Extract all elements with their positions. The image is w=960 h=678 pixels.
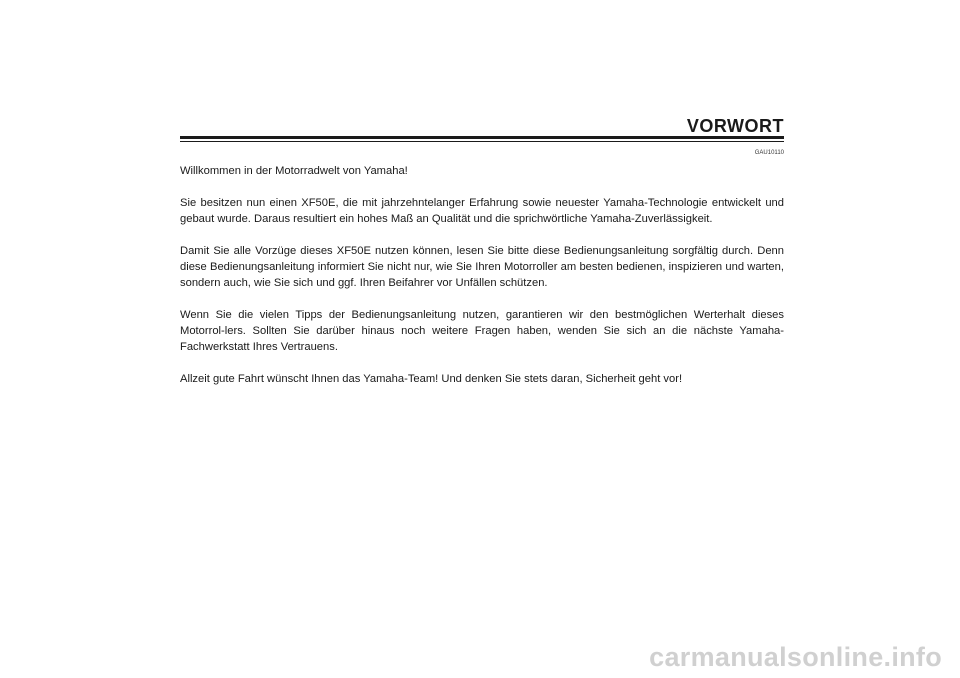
title-rule-thin (180, 141, 784, 142)
watermark: carmanualsonline.info (649, 642, 942, 672)
paragraph-closing: Allzeit gute Fahrt wünscht Ihnen das Yamaha-Team! Und denken Sie stets daran, Sicherheit geht vor! (180, 373, 683, 385)
paragraph-tips: Wenn Sie die vielen Tipps der Bedienungsanleitung nutzen, garantieren wir den bestmöglichen Werterhalt dieses Motorrol-lers. Sollten Sie darüber hinaus noch weitere Fragen haben, wenden Sie sich an die nächste Yamaha-Fachwerkstatt Ihres Vertrauens. (180, 309, 784, 353)
paragraph-intro: Sie besitzen nun einen XF50E, die mit jahrzehntelanger Erfahrung sowie neuester Yamaha-Technologie entwickelt und gebaut wurde. Daraus resultiert ein hohes Maß an Qualität und die sprichwörtliche Yamaha-Zuverlässigkeit. (180, 197, 784, 225)
paragraph-manual: Damit Sie alle Vorzüge dieses XF50E nutzen können, lesen Sie bitte diese Bedienungsanleitung sorgfältig durch. Denn diese Bedienungsanleitung informiert Sie nicht nur, wie Sie Ihren Motorroller am besten bedienen, inspizieren und warten, sondern auch, wie Sie sich und ggf. Ihren Beifahrer vor Unfällen schützen. (180, 245, 784, 289)
title-rule-thick (180, 136, 784, 139)
body-text (180, 163, 784, 403)
page-title: VORWORT (686, 116, 784, 136)
section-code: GAU10110 (754, 150, 784, 156)
paragraph-welcome: Willkommen in der Motorradwelt von Yamaha! (180, 165, 408, 177)
